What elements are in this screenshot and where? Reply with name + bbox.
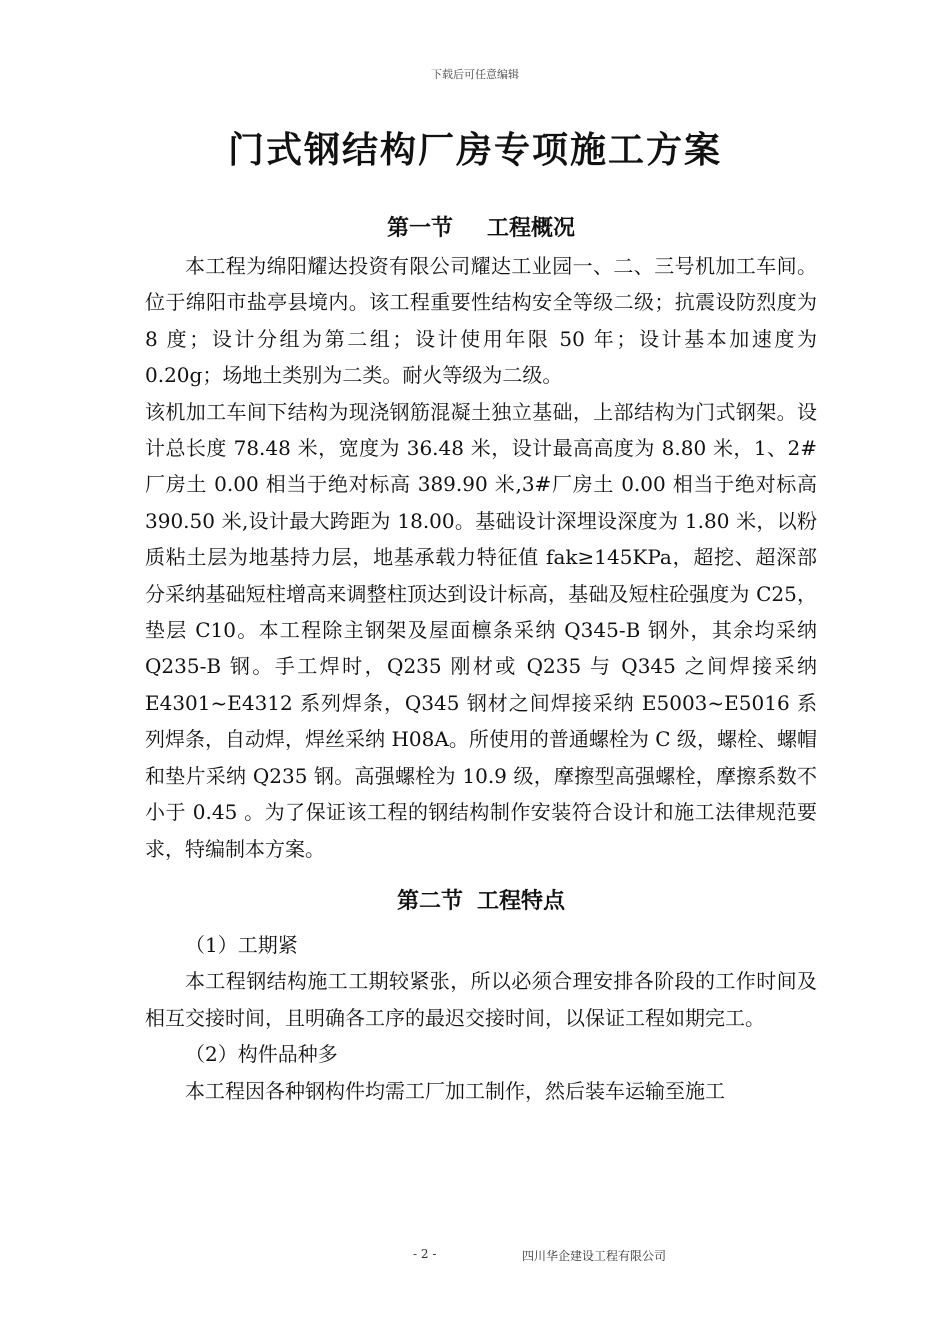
- section-1-heading: [145, 208, 817, 248]
- section-2-title: 工程特点: [477, 887, 566, 914]
- document-title: 门式钢结构厂房专项施工方案: [227, 129, 722, 171]
- section-1-paragraph-2: 该机加工车间下结构为现浇钢筋混凝土独立基础，上部结构为门式钢架。设计总长度 78.48 米，宽度为 36.48 米，设计最高高度为 8.80 米，1、2#厂房土 0.00 相当于绝对标高 389.90 米,3#厂房土 0.00 相当于绝对标高 390.50 米,设计最大跨距为 18.00。基础设计深埋设深度为 1.80 米，以粉质粘土层为地基持力层，地基承载力特征值 fak≥145KPa，超挖、超深部分采纳基础短柱增高来调整柱顶达到设计标高，基础及短柱砼强度为 C25，垫层 C10。本工程除主钢架及屋面檩条采纳 Q345-B 钢外，其余均采纳 Q235-B 钢。手工焊时，Q235 刚材或 Q235 与 Q345 之间焊接采纳 E4301~E4312 系列焊条，Q345 钢材之间焊接采纳 E5003~E5016 系列焊条，自动焊，焊丝采纳 H08A。所使用的普通螺栓为 C 级，螺栓、螺帽和垫片采纳 Q235 钢。高强螺栓为 10.9 级，摩擦型高强螺栓，摩擦系数不小于 0.45 。为了保证该工程的钢结构制作安装符合设计和施工法律规范要求，特编制本方案。: [145, 399, 817, 861]
- footer-company: 四川华企建设工程有限公司: [522, 1249, 667, 1263]
- document-body: [145, 208, 817, 1109]
- section-1-paragraph-1: 本工程为绵阳耀达投资有限公司耀达工业园一、二、三号机加工车间。位于绵阳市盐亭县境内。该工程重要性结构安全等级二级；抗震设防烈度为 8 度；设计分组为第二组；设计使用年限 50 年；设计基本加速度为 0.20g；场地土类别为二类。耐火等级为二级。: [145, 254, 817, 388]
- page-number: - 2 -: [413, 1247, 437, 1261]
- section-2-item-1-text: 本工程钢结构施工工期较紧张，所以必须合理安排各阶段的工作时间及相互交接时间，且明确各工序的最迟交接时间，以保证工程如期完工。: [145, 969, 817, 1030]
- section-2-item-2-label: （2）构件品种多: [185, 1042, 338, 1067]
- section-1-title: 工程概况: [487, 215, 576, 241]
- section-2-item-1-label: （1）工期紧: [185, 932, 298, 957]
- section-2-number: 第二节: [396, 887, 463, 914]
- header-note: 下载后可任意编辑: [431, 68, 519, 81]
- section-1-number: 第一节: [386, 215, 453, 241]
- section-2-item-2-text: 本工程因各种钢构件均需工厂加工制作，然后装车运输至施工: [185, 1078, 725, 1103]
- section-2-heading: [145, 881, 817, 921]
